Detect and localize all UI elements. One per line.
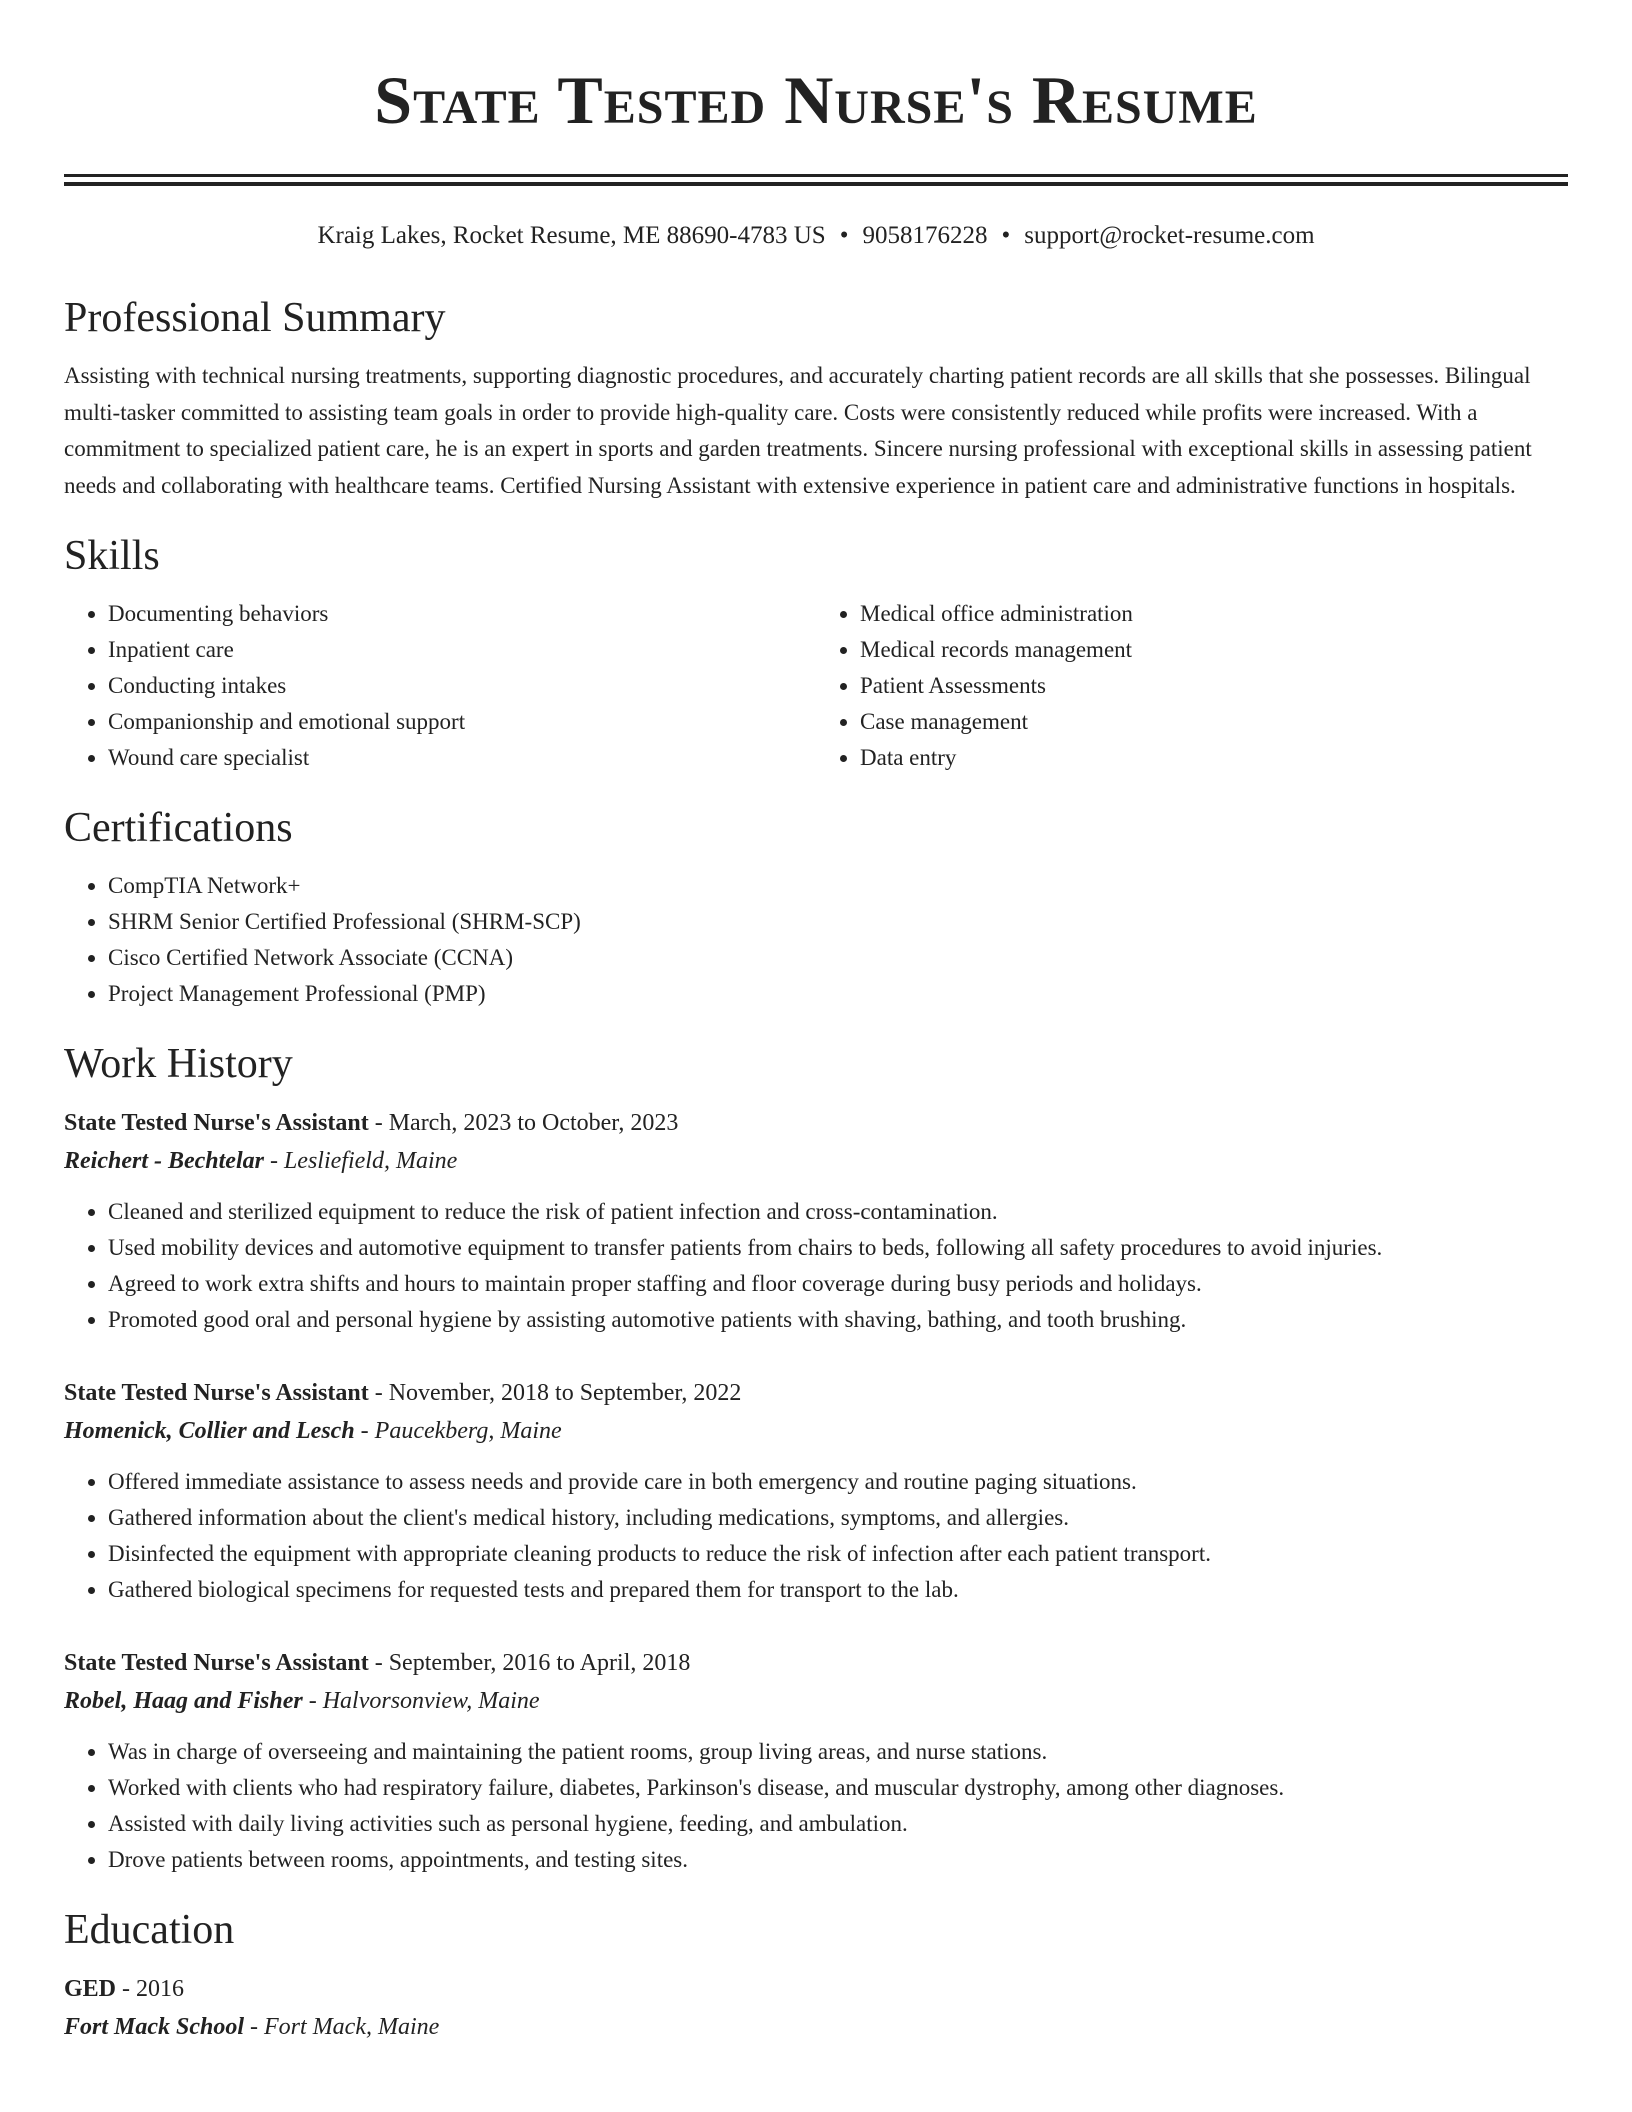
skills-columns [64,596,1568,776]
employer-name: Reichert - Bechtelar [64,1148,264,1174]
employer-name: Robel, Haag and Fisher [64,1688,303,1714]
job-title: State Tested Nurse's Assistant [64,1110,369,1136]
degree: GED [64,1976,117,2002]
job-title-line [64,1374,1568,1412]
job-bullet: • Agreed to work extra shifts and hours to maintain proper staffing and floor coverage during busy periods and holidays. [108,1266,1568,1302]
employer-name: Homenick, Collier and Lesch [64,1418,355,1444]
resume-page [64,0,1568,2046]
employer-location: - Halvorsonview, Maine [302,1688,540,1714]
job-bullets [64,1734,1568,1878]
job-entry [64,1374,1568,1608]
job-dates: - March, 2023 to October, 2023 [368,1110,679,1136]
job-bullets [64,1464,1568,1608]
employer-location: - Paucekberg, Maine [354,1418,562,1444]
job-bullet: • Drove patients between rooms, appointments, and testing sites. [108,1842,1568,1878]
employer-location: - Lesliefield, Maine [263,1148,458,1174]
summary-heading: Professional Summary [64,295,446,341]
degree-line [64,1970,1568,2008]
job-bullet: • Worked with clients who had respiratory failure, diabetes, Parkinson's disease, and muscular dystrophy, among other diagnoses. [108,1770,1568,1806]
job-title-line [64,1104,1568,1142]
degree-year: - 2016 [116,1976,185,2002]
certifications-heading: Certifications [64,805,293,851]
job-dates: - November, 2018 to September, 2022 [368,1380,742,1406]
employer-line [64,1682,1568,1720]
certification-item: • CompTIA Network+ [108,868,1568,904]
skill-item: • Companionship and emotional support [108,704,816,740]
employer-line [64,1412,1568,1450]
job-title: State Tested Nurse's Assistant [64,1650,369,1676]
job-title: State Tested Nurse's Assistant [64,1380,369,1406]
resume-title: State Tested Nurse's Resume [374,62,1258,138]
education-heading: Education [64,1907,235,1953]
work-history-heading: Work History [64,1041,293,1087]
job-dates: - September, 2016 to April, 2018 [368,1650,691,1676]
job-bullet: • Used mobility devices and automotive equipment to transfer patients from chairs to beds, following all safety procedures to avoid injuries. [108,1230,1568,1266]
contact-separator: • [839,222,849,249]
job-bullet: • Gathered information about the client's medical history, including medications, symptoms, and allergies. [108,1500,1568,1536]
job-bullet: • Gathered biological specimens for requested tests and prepared them for transport to the lab. [108,1572,1568,1608]
skill-item: • Case management [860,704,1568,740]
contact-separator: • [1001,222,1011,249]
school-location: - Fort Mack, Maine [244,2014,440,2040]
school-name: Fort Mack School [64,2014,245,2040]
contact-line [64,220,1568,252]
skill-item: • Data entry [860,740,1568,776]
education-entry [64,1970,1568,2046]
job-bullet: • Disinfected the equipment with appropriate cleaning products to reduce the risk of infection after each patient transport. [108,1536,1568,1572]
job-entry [64,1644,1568,1878]
skills-heading: Skills [64,533,160,579]
job-bullet: • Was in charge of overseeing and maintaining the patient rooms, group living areas, and nurse stations. [108,1734,1568,1770]
job-title-line [64,1644,1568,1682]
skill-item: • Medical records management [860,632,1568,668]
contact-address: Kraig Lakes, Rocket Resume, ME 88690-4783 US [317,222,826,249]
skill-item: • Inpatient care [108,632,816,668]
skill-item: • Medical office administration [860,596,1568,632]
skill-item: • Conducting intakes [108,668,816,704]
school-line [64,2008,1568,2046]
contact-email: support@rocket-resume.com [1024,222,1315,249]
certification-item: • Cisco Certified Network Associate (CCNA) [108,940,1568,976]
job-bullets [64,1194,1568,1338]
certification-item: • Project Management Professional (PMP) [108,976,1568,1012]
job-bullet: • Assisted with daily living activities such as personal hygiene, feeding, and ambulation. [108,1806,1568,1842]
skill-item: • Documenting behaviors [108,596,816,632]
title-divider-top [64,174,1568,177]
job-entry [64,1104,1568,1338]
skill-item: • Patient Assessments [860,668,1568,704]
skills-list-right [816,596,1568,776]
certification-item: • SHRM Senior Certified Professional (SHRM-SCP) [108,904,1568,940]
certifications-list [64,868,1568,1012]
employer-line [64,1142,1568,1180]
title-divider-bottom [64,182,1568,186]
summary-text: Assisting with technical nursing treatments, supporting diagnostic procedures, and accurately charting patient records are all skills that she possesses. Bilingual multi-tasker committed to assisting team goals in order to provide high-quality care. Costs were consistently reduced while profits were increased. With a commitment to specialized patient care, he is an expert in sports and garden treatments. Sincere nursing professional with exceptional skills in assessing patient needs and collaborating with healthcare teams. Certified Nursing Assistant with extensive experience in patient care and administrative functions in hospitals. [64,363,1532,498]
contact-phone: 9058176228 [862,222,988,249]
job-bullet: • Promoted good oral and personal hygiene by assisting automotive patients with shaving, bathing, and tooth brushing. [108,1302,1568,1338]
job-bullet: • Offered immediate assistance to assess needs and provide care in both emergency and routine paging situations. [108,1464,1568,1500]
job-bullet: • Cleaned and sterilized equipment to reduce the risk of patient infection and cross-contamination. [108,1194,1568,1230]
skill-item: • Wound care specialist [108,740,816,776]
skills-list-left [64,596,816,776]
